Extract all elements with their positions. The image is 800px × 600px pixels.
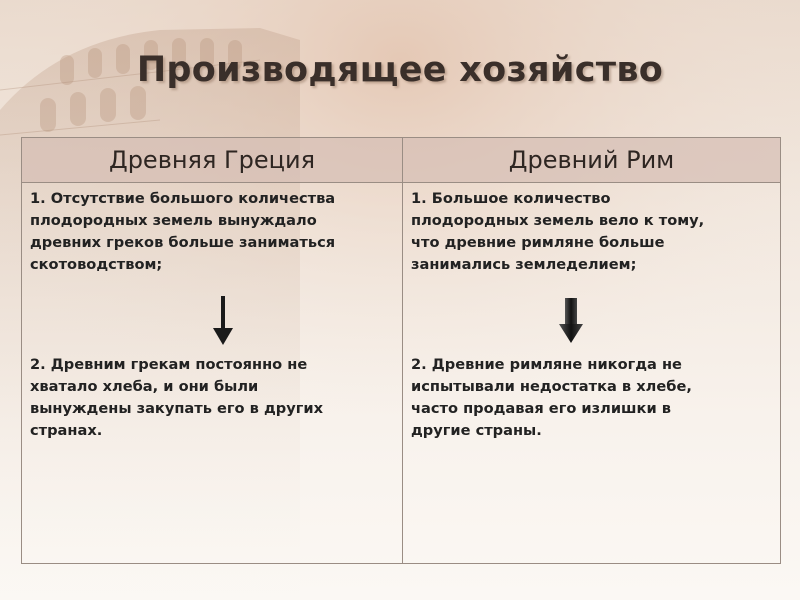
comparison-table <box>21 137 781 564</box>
greece-point-1: 1. Отсутствие большого количества плодородных земель вынуждало древних греков больше заниматься скотоводством; <box>30 190 336 273</box>
column-divider <box>402 138 403 563</box>
down-arrow-icon <box>212 296 234 346</box>
rome-point-1: 1. Большое количество плодородных земель вело к тому, что древние римляне больше занимались земледелием; <box>411 190 705 273</box>
header-rome: Древний Рим <box>508 146 675 174</box>
header-greece: Древняя Греция <box>108 146 316 174</box>
table-header-row <box>22 138 780 183</box>
rome-point-2: 2. Древние римляне никогда не испытывали недостатка в хлебе, часто продавая его излишки в другие страны. <box>411 356 692 439</box>
down-arrow-icon <box>558 298 584 344</box>
page-title: Производящее хозяйство <box>136 50 664 90</box>
greece-point-2: 2. Древним грекам постоянно не хватало хлеба, и они были вынуждены закупать его в других странах. <box>30 356 323 439</box>
